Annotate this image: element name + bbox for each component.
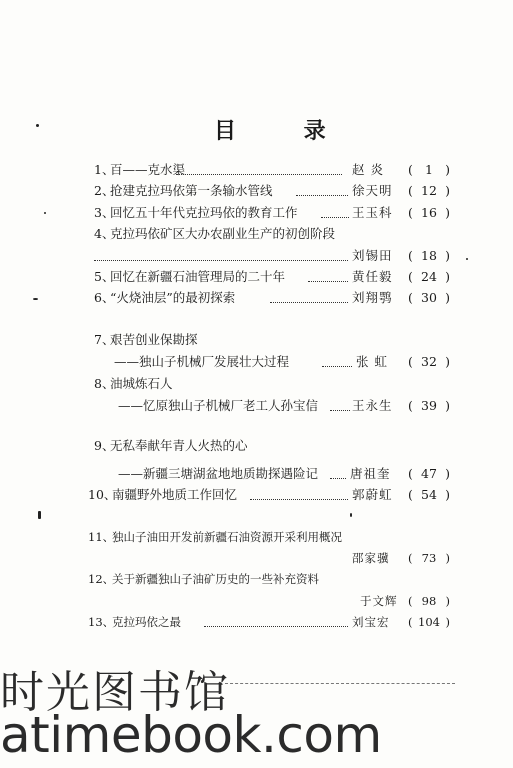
entry-title: 抢建克拉玛依第一条输水管线 — [110, 183, 273, 198]
toc-entry[interactable] — [88, 612, 450, 632]
entry-number: 10、 — [88, 487, 117, 502]
entry-author: 张 虹 — [356, 354, 388, 369]
scan-speck — [350, 513, 352, 517]
page-number: 18 — [421, 248, 437, 263]
entry-author: 徐天明 — [352, 183, 393, 198]
entry-author: 邵家骥 — [352, 551, 390, 565]
leader-dots — [94, 240, 348, 261]
entry-number: 5、 — [94, 269, 115, 284]
entry-author: 黄任毅 — [352, 269, 393, 284]
entry-number: 6、 — [94, 290, 115, 305]
entry-page: ( 24 ) — [408, 267, 450, 287]
toc-entry[interactable] — [94, 160, 450, 180]
entry-title: 南疆野外地质工作回忆 — [112, 487, 238, 502]
toc-entry[interactable] — [94, 330, 450, 350]
leader-dots — [322, 346, 352, 367]
scan-speck — [38, 511, 41, 519]
page-number: 30 — [421, 290, 437, 305]
entry-title: 独山子油田开发前新疆石油资源开采利用概况 — [112, 530, 342, 544]
entry-subtitle: ——忆原独山子机械厂老工人孙宝信 — [118, 398, 319, 413]
toc-entry[interactable] — [94, 203, 450, 223]
entry-page: ( 16 ) — [408, 203, 450, 223]
leader-dots — [308, 261, 348, 282]
watermark-url: atimebook.com — [0, 706, 382, 764]
entry-title: 油城炼石人 — [110, 376, 173, 391]
entry-page: ( 98 ) — [408, 591, 450, 611]
entry-page: ( 30 ) — [408, 288, 450, 308]
entry-author: 王玉科 — [352, 205, 393, 220]
entry-page: ( 12 ) — [408, 181, 450, 201]
entry-page: ( 73 ) — [408, 548, 450, 568]
entry-number: 9、 — [94, 438, 115, 453]
page-number: 1 — [425, 162, 433, 177]
entry-author: 王永生 — [352, 398, 393, 413]
entry-author: 赵 炎 — [352, 162, 384, 177]
page-number: 47 — [421, 466, 437, 481]
entry-author: 刘锡田 — [352, 248, 393, 263]
page-number: 24 — [421, 269, 437, 284]
leader-dots — [204, 606, 348, 627]
entry-page: ( 54 ) — [408, 485, 450, 505]
entry-author: 郭蔚虹 — [352, 487, 393, 502]
entry-page: ( 47 ) — [408, 464, 450, 484]
entry-title: 无私奉献年青人火热的心 — [110, 438, 248, 453]
entry-page: ( 32 ) — [408, 352, 450, 372]
entry-number: 11、 — [88, 530, 115, 544]
entry-author: 刘翔鹗 — [352, 290, 393, 305]
entry-title: 艰苦创业保勘探 — [110, 332, 198, 347]
entry-title: 回忆五十年代克拉玛依的教育工作 — [110, 205, 298, 220]
leader-dots — [270, 282, 348, 303]
entry-number: 2、 — [94, 183, 115, 198]
toc-entry[interactable] — [94, 288, 450, 308]
leader-dots — [250, 479, 348, 500]
leader-dots — [321, 197, 349, 218]
scan-speck — [33, 298, 38, 300]
entry-title: 克拉玛依之最 — [112, 615, 181, 629]
page-number: 12 — [421, 183, 437, 198]
toc-entry[interactable] — [88, 569, 450, 589]
entry-number: 8、 — [94, 376, 115, 391]
toc-entry[interactable] — [88, 527, 450, 547]
toc-entry[interactable] — [94, 436, 450, 456]
entry-subtitle: ——独山子机械厂发展壮大过程 — [114, 354, 290, 369]
toc-entry[interactable] — [88, 485, 450, 505]
page-number: 16 — [421, 205, 437, 220]
entry-page: ( 18 ) — [408, 246, 450, 266]
leader-dots — [296, 175, 348, 196]
toc-entry-author-line[interactable] — [94, 548, 450, 568]
entry-title: 百——克水渠 — [110, 162, 186, 177]
entry-author: 于文辉 — [360, 594, 398, 608]
entry-number: 7、 — [94, 332, 115, 347]
entry-title: 回忆在新疆石油管理局的二十年 — [110, 269, 286, 284]
scan-speck — [36, 124, 39, 127]
entry-page: ( 1 ) — [408, 160, 450, 180]
page-number: 39 — [421, 398, 437, 413]
entry-title: 关于新疆独山子油矿历史的一些补充资料 — [112, 572, 319, 586]
entry-page: ( 39 ) — [408, 396, 450, 416]
page-number: 54 — [421, 487, 437, 502]
toc-entry-author-line[interactable] — [94, 246, 450, 266]
entry-number: 12、 — [88, 572, 115, 586]
scan-speck — [44, 212, 46, 214]
toc-entry[interactable] — [94, 181, 450, 201]
entry-title: “火烧油层”的最初探索 — [110, 290, 236, 305]
page-number: 32 — [421, 354, 437, 369]
scan-artifact-line — [225, 683, 455, 685]
leader-dots — [330, 458, 346, 479]
entry-author: 唐祖奎 — [350, 466, 391, 481]
watermark-chinese: 时光图书馆 — [0, 667, 230, 718]
page-title: 目 录 — [214, 118, 356, 144]
entry-number: 1、 — [94, 162, 115, 177]
toc-entry-subtitle[interactable] — [94, 396, 450, 416]
entry-page: ( 104 ) — [408, 612, 450, 632]
entry-number: 13、 — [88, 615, 115, 629]
page-number: 104 — [418, 615, 440, 629]
entry-title: 克拉玛依矿区大办农副业生产的初创阶段 — [110, 226, 336, 241]
scan-speck — [466, 258, 468, 260]
entry-number: 4、 — [94, 226, 115, 241]
entry-subtitle: ——新疆三塘湖盆地地质勘探遇险记 — [118, 466, 319, 481]
toc-entry[interactable] — [94, 374, 450, 394]
page-number: 73 — [421, 551, 437, 565]
page-number: 98 — [421, 594, 437, 608]
entry-number: 3、 — [94, 205, 115, 220]
entry-author: 刘宝宏 — [352, 615, 390, 629]
leader-dots — [176, 154, 342, 175]
leader-dots — [330, 390, 350, 411]
toc-entry-subtitle[interactable] — [94, 352, 450, 372]
